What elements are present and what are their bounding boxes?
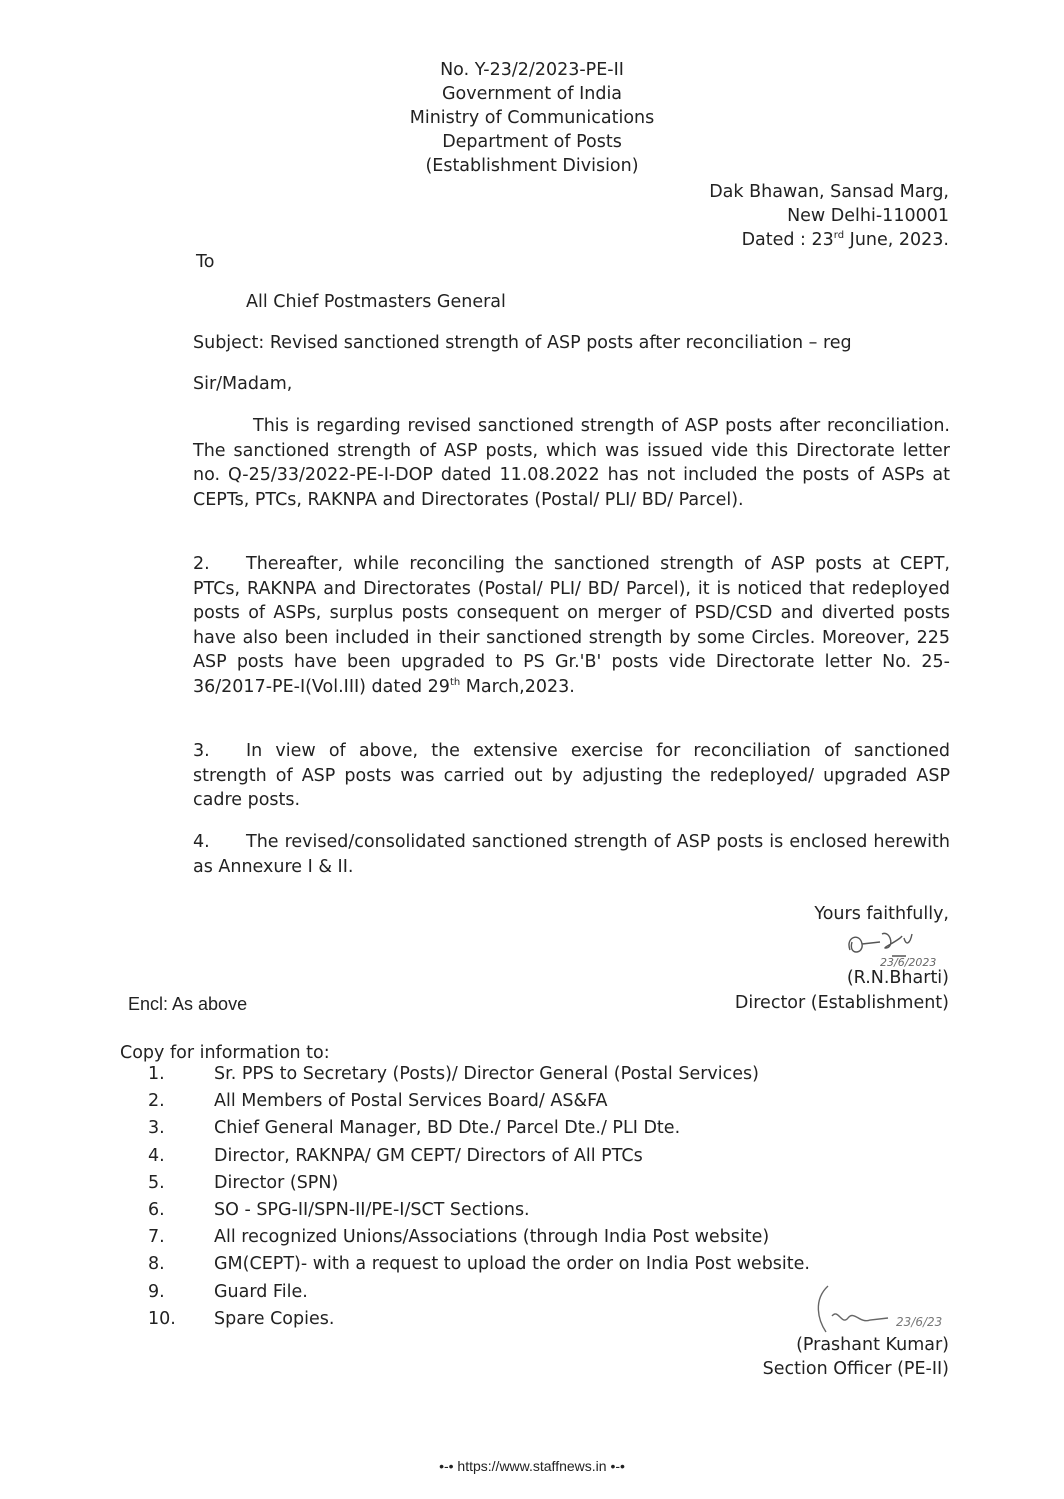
copy-list-number: 8. bbox=[148, 1254, 165, 1275]
signatory-designation: Director (Establishment) bbox=[734, 993, 949, 1013]
officer-name: (Prashant Kumar) bbox=[796, 1335, 949, 1355]
copy-list-text: Director, RAKNPA/ GM CEPT/ Directors of All PTCs bbox=[214, 1145, 643, 1166]
copy-list-number: 1. bbox=[148, 1064, 165, 1084]
signatory-name: (R.N.Bharti) bbox=[846, 968, 949, 988]
file-number: No. Y-23/2/2023-PE-II bbox=[440, 60, 624, 80]
enclosure: Encl: As above bbox=[128, 994, 248, 1014]
paragraph-3: 3. In view of above, the extensive exercise for reconciliation of sanctioned strength of ASP posts was carried out by adjusting the redeployed/ upgraded ASP cadre posts. bbox=[193, 741, 950, 810]
yours-faithfully: Yours faithfully, bbox=[814, 904, 949, 924]
copy-list-item bbox=[148, 1197, 908, 1224]
copy-list-text: Guard File. bbox=[214, 1281, 308, 1302]
director-signature bbox=[840, 922, 980, 972]
copy-list-number: 3. bbox=[148, 1118, 165, 1139]
address-line-1: Dak Bhawan, Sansad Marg, bbox=[709, 182, 949, 202]
copy-list-number: 2. bbox=[148, 1091, 165, 1112]
copy-list-item bbox=[148, 1143, 908, 1170]
copy-list-item bbox=[148, 1170, 908, 1197]
date-line: Dated : 23rd June, 2023. bbox=[741, 230, 949, 250]
paragraph-1: This is regarding revised sanctioned strength of ASP posts after reconciliation. The sanctioned strength of ASP posts, which was issued vide this Directorate letter no. Q-25/33/2022-PE-I-DOP dated 11.08.2022 has not included the posts of ASPs at CEPTs, PTCs, RAKNPA and Directorates (Postal/ PLI/ BD/ Parcel). bbox=[193, 416, 950, 510]
division-line: (Establishment Division) bbox=[425, 156, 639, 176]
svg-text:23/6/2023: 23/6/2023 bbox=[880, 956, 937, 969]
copy-list-item bbox=[148, 1115, 908, 1142]
copy-list-item bbox=[148, 1306, 908, 1333]
copy-list-item bbox=[148, 1251, 908, 1278]
copy-list-number: 7. bbox=[148, 1227, 165, 1248]
copy-list-text: GM(CEPT)- with a request to upload the order on India Post website. bbox=[214, 1254, 810, 1275]
copy-list-number: 4. bbox=[148, 1145, 165, 1166]
svg-text:23/6/23: 23/6/23 bbox=[896, 1315, 943, 1329]
copy-list-text: Director (SPN) bbox=[214, 1172, 339, 1193]
copy-list-number: 10. bbox=[148, 1308, 176, 1329]
subject: Subject: Revised sanctioned strength of ASP posts after reconciliation – reg bbox=[193, 333, 852, 353]
salutation: Sir/Madam, bbox=[193, 374, 293, 394]
copy-list-number: 5. bbox=[148, 1172, 165, 1193]
copy-list-text: Spare Copies. bbox=[214, 1308, 335, 1329]
department-line: Department of Posts bbox=[442, 132, 622, 152]
copy-list-text: SO - SPG-II/SPN-II/PE-I/SCT Sections. bbox=[214, 1200, 530, 1220]
copy-list-item bbox=[148, 1224, 908, 1251]
government-line: Government of India bbox=[441, 84, 623, 104]
paragraph-2: 2. Thereafter, while reconciling the sanctioned strength of ASP posts at CEPT, PTCs, RAKNPA and Directorates (Postal/ PLI/ BD/ Parcel), it is noticed that redeployed posts of ASPs, surplus posts consequent on merger of PSD/CSD and diverted posts have also been included in their sanctioned strength by some Circles. Moreover, 225 ASP posts have been upgraded to PS Gr.'B' posts vide Directorate letter No. 25-36/2017-PE-I(Vol.III) dated 29th March,2023. bbox=[193, 554, 950, 697]
copy-list-item bbox=[148, 1088, 908, 1115]
copy-list-text: Chief General Manager, BD Dte./ Parcel Dte./ PLI Dte. bbox=[214, 1118, 681, 1139]
copy-list-number: 6. bbox=[148, 1200, 165, 1220]
to-label: To bbox=[196, 252, 215, 272]
copy-list-text: All recognized Unions/Associations (through India Post website) bbox=[214, 1227, 770, 1248]
officer-designation: Section Officer (PE-II) bbox=[762, 1359, 949, 1379]
copy-list-text: All Members of Postal Services Board/ AS&FA bbox=[214, 1091, 608, 1112]
footer-url: •-• https://www.staffnews.in •-• bbox=[439, 1458, 625, 1474]
address-line-2: New Delhi-110001 bbox=[787, 206, 949, 226]
copy-list-number: 9. bbox=[148, 1281, 165, 1302]
recipient: All Chief Postmasters General bbox=[246, 292, 506, 312]
ministry-line: Ministry of Communications bbox=[409, 108, 655, 128]
copy-list-text: Sr. PPS to Secretary (Posts)/ Director General (Postal Services) bbox=[214, 1064, 759, 1084]
copy-list-item bbox=[148, 1279, 908, 1306]
copy-list-item bbox=[148, 1061, 908, 1088]
paragraph-4: 4. The revised/consolidated sanctioned strength of ASP posts is enclosed herewith as Annexure I & II. bbox=[193, 832, 950, 877]
section-officer-signature bbox=[808, 1280, 988, 1340]
copy-heading: Copy for information to: bbox=[120, 1043, 330, 1063]
